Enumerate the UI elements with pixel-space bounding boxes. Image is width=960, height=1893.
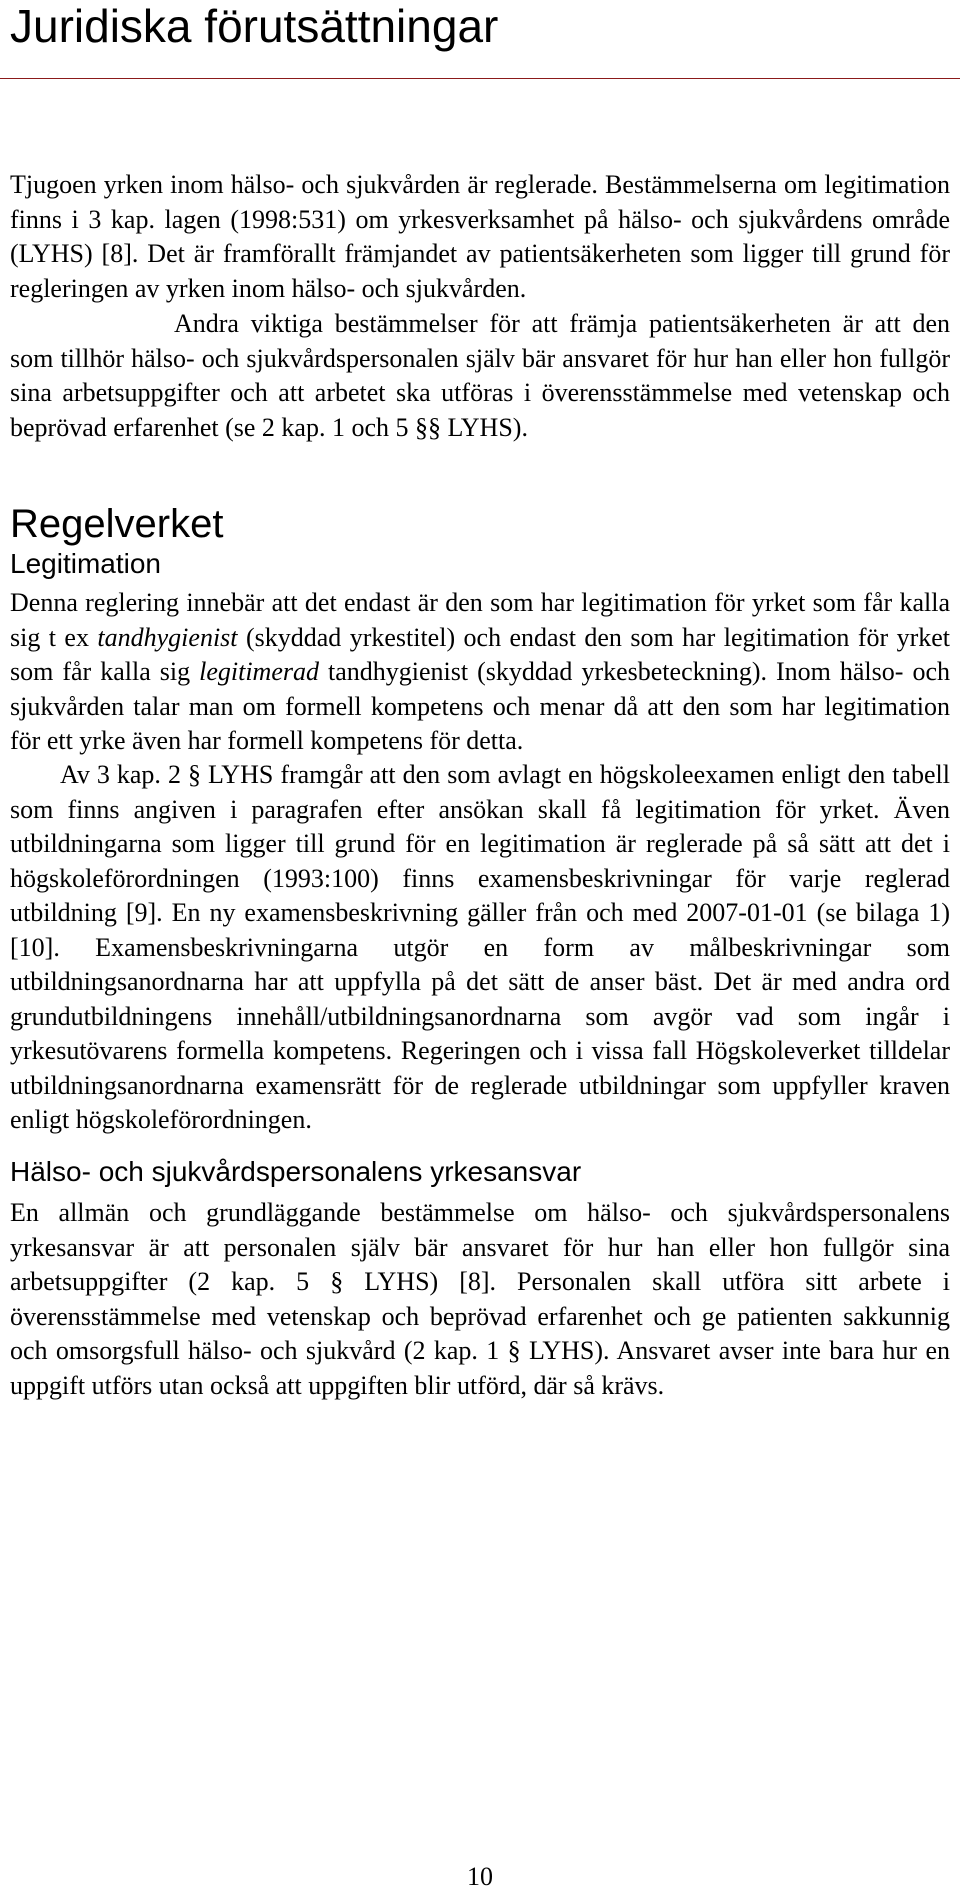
legitimation-paragraph-1 <box>10 586 950 759</box>
page-number: 10 <box>467 1862 493 1891</box>
legitimation-emphasis-1: tandhygienist <box>97 622 238 652</box>
legitimation-text-1: Denna reglering innebär att det endast är den som har legitimation för yrket som får kalla sig t ex <box>10 588 950 652</box>
intro-paragraph-1: Tjugoen yrken inom hälso- och sjukvården är reglerade. Bestämmelserna om legitimation finns i 3 kap. lagen (1998:531) om yrkesverksamhet på hälso- och sjukvårdens område (LYHS) [8]. Det är framförallt främjandet av patientsäkerheten som ligger till grund för regleringen av yrken inom hälso- och sjukvården. <box>10 170 950 303</box>
legitimation-text-2: (skyddad yrkestitel) och endast den som har legitimation för yrket som får kalla sig <box>10 622 951 686</box>
legitimation-paragraph-2: Av 3 kap. 2 § LYHS framgår att den som avlagt en högskoleexamen enligt den tabell som finns angiven i paragrafen efter ansökan skall få legitimation för yrket. Även utbildningarna som ligger till grund för en legitimation är reglerade på så sätt att det i högskoleförordningen (1993:100) finns examensbeskrivningar för varje reglerad utbildning [9]. En ny examensbeskrivning gäller från och med 2007-01-01 (se bilaga 1) [10]. Examensbeskrivningarna utgör en form av målbeskrivningar som utbildningsanordnarna har att uppfylla på det sätt de anser bäst. Det är med andra ord grundutbildningens innehåll/utbildningsanordnarna som avgör vad som ingår i yrkesutövarens formella kompetens. Regeringen och i vissa fall Högskoleverket tilldelar utbildningsanordnarna examensrätt för de reglerade utbildningar som uppfyller kraven enligt högskoleförordningen. <box>10 760 950 1134</box>
section-heading: Regelverket <box>10 502 224 546</box>
title-divider <box>0 78 960 79</box>
legitimation-emphasis-2: legitimerad <box>199 657 319 686</box>
legitimation-text-3: tandhygienist (skyddad yrkesbeteckning). Inom hälso- och sjukvården talar man om formell kompetens och menar då att den som har legitimation för ett yrke även har formell kompetens för detta. <box>10 657 950 755</box>
page-title: Juridiska förutsättningar <box>10 0 499 52</box>
yrkesansvar-paragraph: En allmän och grundläggande bestämmelse om hälso- och sjukvårdspersonalens yrkesansvar är att personalen själv bär ansvaret för hur han eller hon fullgör sina arbetsuppgifter (2 kap. 5 § LYHS) [8]. Personalen skall utföra sitt arbete i överensstämmelse med vetenskap och beprövad erfarenhet och ge patienten sakkunnig och omsorgsfull hälso- och sjukvård (2 kap. 1 § LYHS). Ansvaret avser inte bara hur en uppgift utförs utan också att uppgiften blir utförd, där så krävs. <box>10 1198 950 1400</box>
intro-paragraph-2: Andra viktiga bestämmelser för att främja patientsäkerheten är att den som tillhör hälso- och sjukvårdspersonalen själv bär ansvaret för hur han eller hon fullgör sina arbetsuppgifter och att arbetet ska utföras i överensstämmelse med vetenskap och beprövad erfarenhet (se 2 kap. 1 och 5 §§ LYHS). <box>10 309 950 442</box>
subsection-heading-legitimation: Legitimation <box>10 548 161 579</box>
subsection-heading-yrkesansvar: Hälso- och sjukvårdspersonalens yrkesansvar <box>10 1156 582 1187</box>
